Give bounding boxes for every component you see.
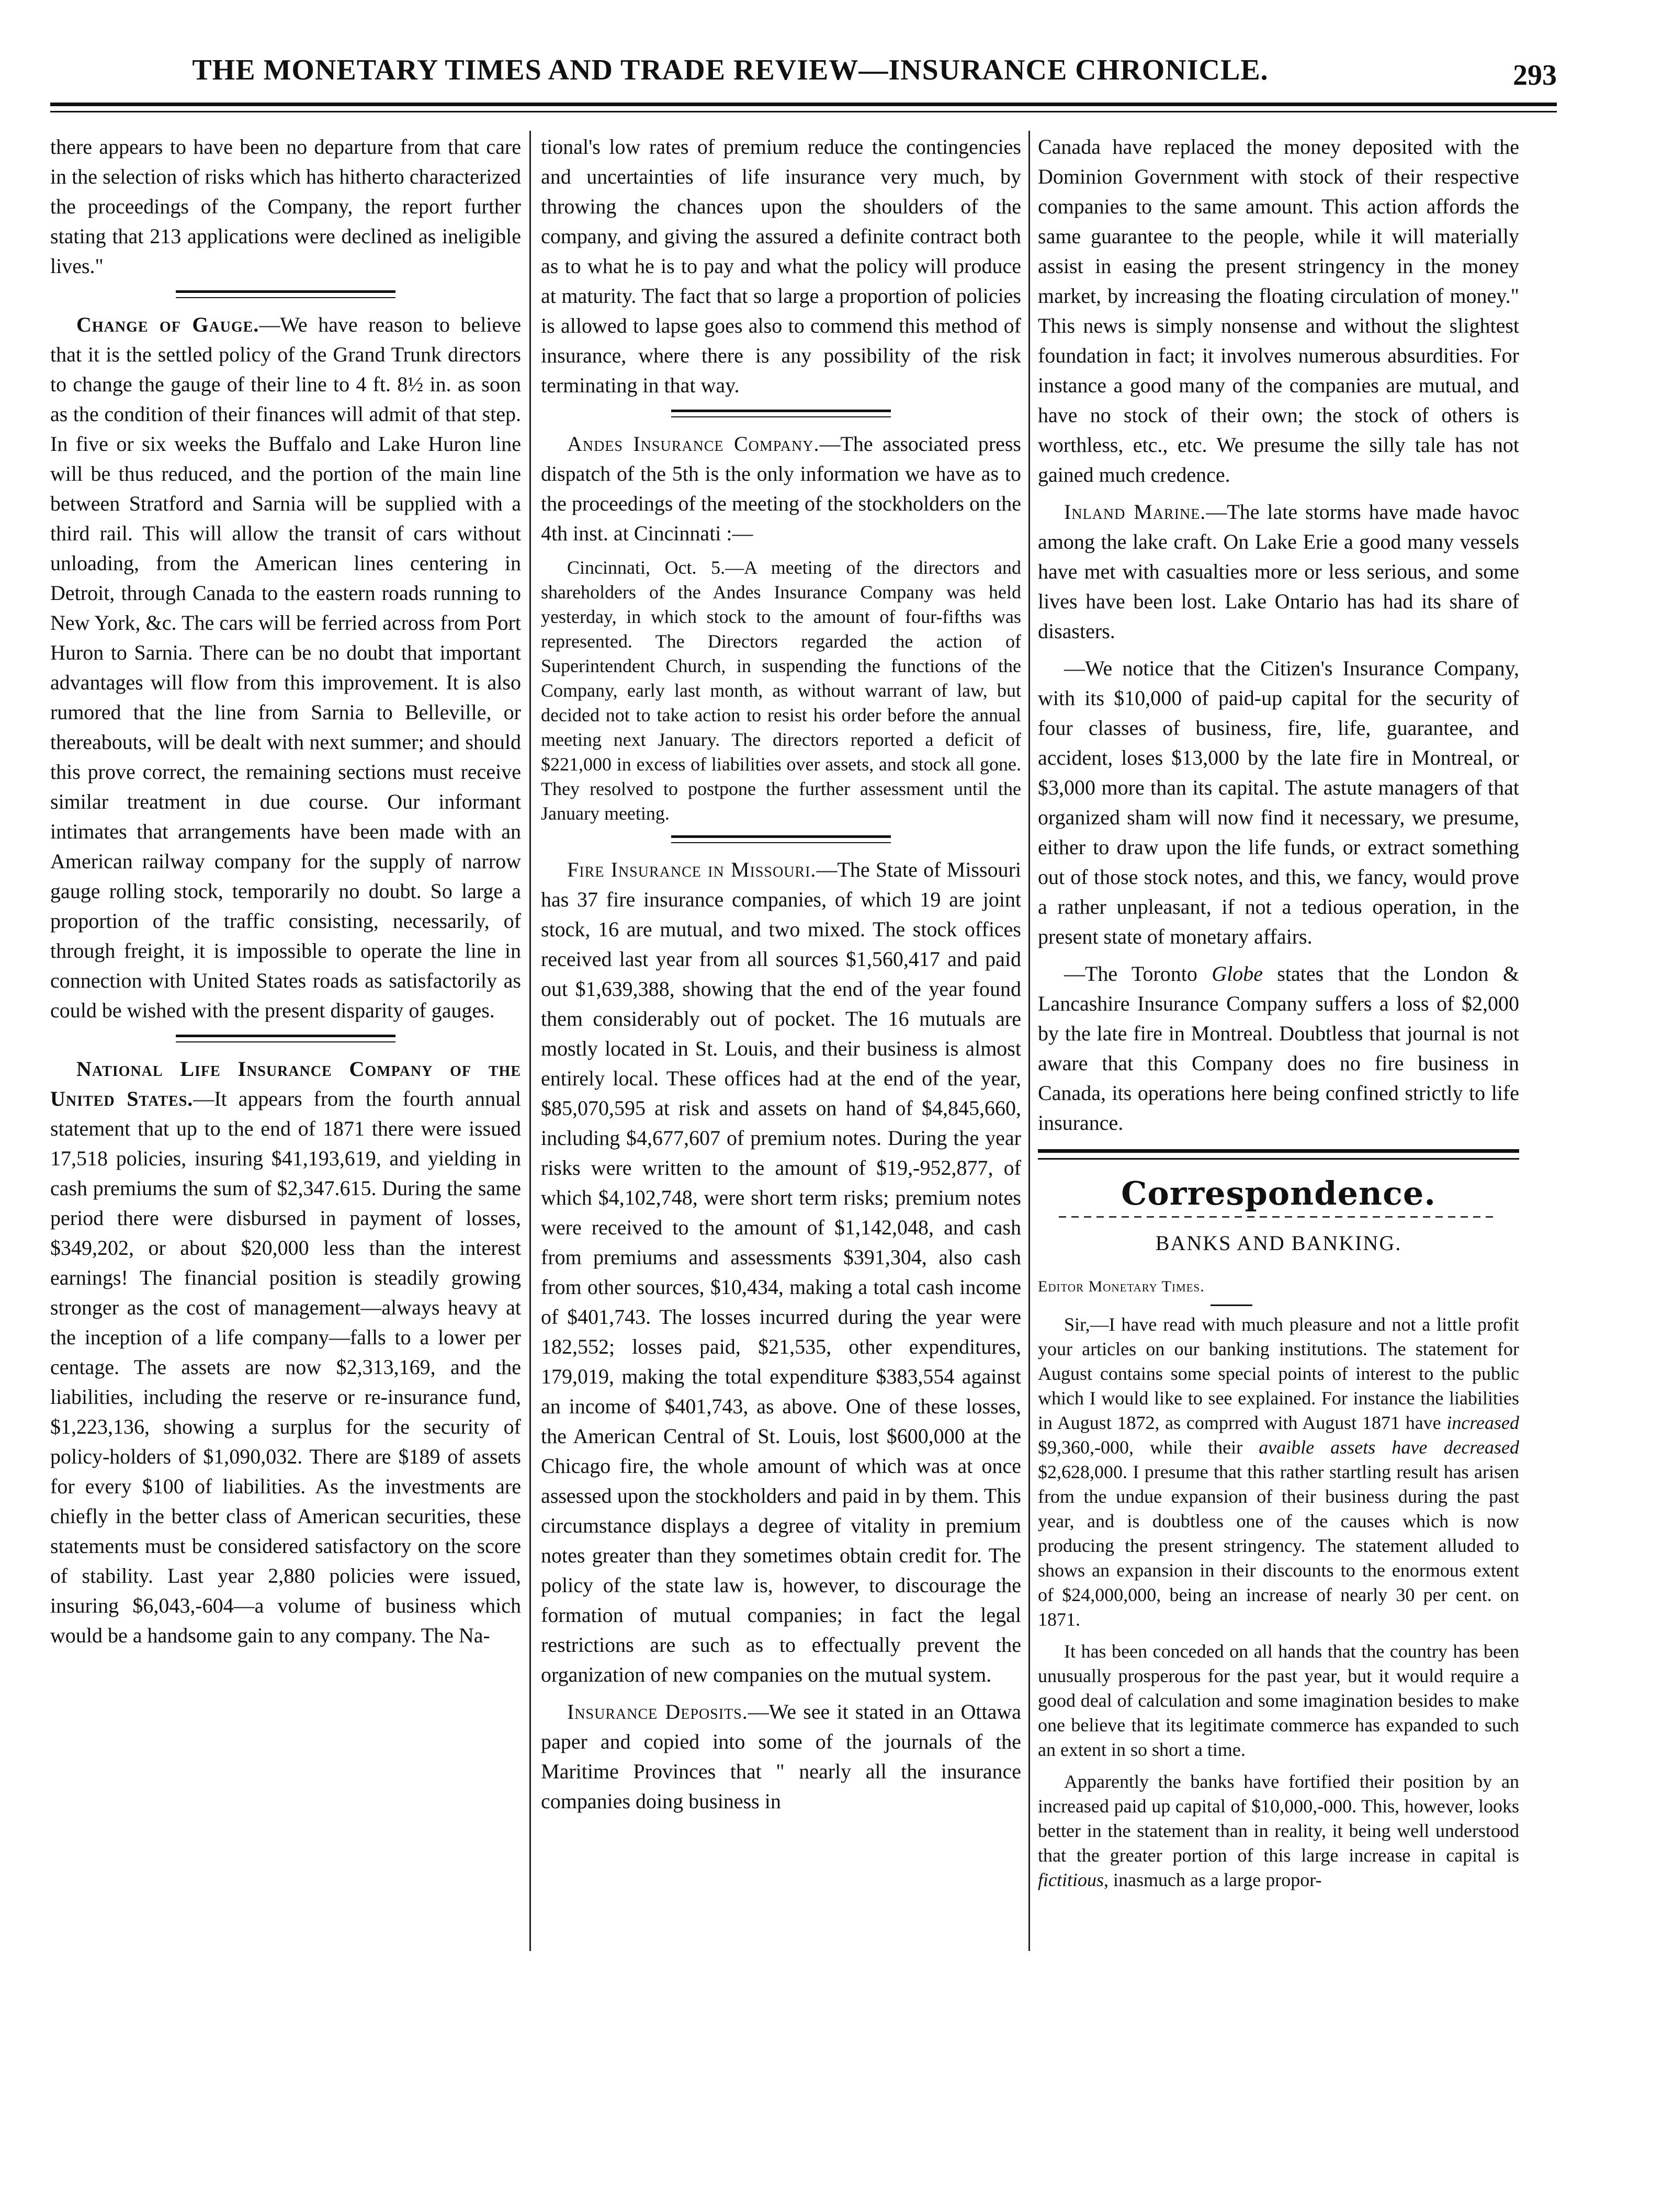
column-middle xyxy=(541,132,1021,1952)
letter-paragraph: It has been conceded on all hands that the country has been unusually prosperous for the past year, but it would require a good deal of calculation and some imagination besides to make one believe that its legitimate commerce has expanded to such an extent in so short a time. xyxy=(1038,1641,1519,1760)
article-heading: Change of Gauge. xyxy=(76,313,259,336)
article-insurance-deposits xyxy=(541,1697,1021,1816)
running-title: THE MONETARY TIMES AND TRADE REVIEW—INSURANCE CHRONICLE. xyxy=(192,54,1269,86)
paragraph: Canada have replaced the money deposited with the Dominion Government with stock of their respective companies to the same amount. This action affords the same guarantee to the people, while it will materially assist in easing the present stringency in the money market, by increasing the floating circulation of money." This news is simply nonsense and without the slightest foundation in fact; it involves numerous absurdities. For instance a good many of the companies are mutual, and have no stock of their own; the stock of others is worthless, etc., etc. We presume the silly tale has not gained much credence. xyxy=(1038,135,1519,486)
article-heading: Fire Insurance in Missouri. xyxy=(567,858,817,881)
section-separator xyxy=(671,410,891,417)
article-body: —We have reason to believe that it is the settled policy of the Grand Trunk directors to change the gauge of their line to 4 ft. 8½ in. as soon as the condition of their finances will admit of that step. In five or six weeks the Buffalo and Lake Huron line will be thus reduced, and the portion of the main line between Stratford and Sarnia will be supplied with a third rail. This will allow the transit of cars without unloading, from the American lines centering in Detroit, through Canada to the eastern roads running to New York, &c. The cars will be ferried across from Port Huron to Sarnia. There can be no doubt that important advantages will flow from this improvement. It is also rumored that the line from Sarnia to Belleville, or thereabouts, will be dealt with next summer; and should this prove correct, the remaining sections must receive similar treatment in due course. Our informant intimates that arrangements have been made with an American railway company for the supply of narrow gauge rolling stock, temporarily no doubt. So large a proportion of the traffic consisting, necessarily, of through freight, it is impossible to operate the line in connection with United States roads as satisfactorily as could be wished with the present disparity of gauges. xyxy=(50,313,521,1022)
column-left xyxy=(50,132,521,1952)
article-body: —The associated press dispatch of the 5th is the only information we have as to the proceedings of the meeting of the stockholders on the 4th inst. at Cincinnati :— xyxy=(541,432,1021,545)
article-heading: Andes Insurance Company. xyxy=(567,432,820,456)
article-toronto-globe: —The Toronto Globe states that the London & Lancashire Insurance Company suffers a loss of $2,000 by the late fire in Montreal. Doubtless that journal is not aware that this Company does no fire business in Canada, its operations here being confined strictly to life insurance. xyxy=(1038,962,1519,1135)
article-body: —It appears from the fourth annual statement that up to the end of 1871 there were issued 17,518 policies, insuring $41,193,619, and yielding in cash premiums the sum of $2,347.615. During the same period there were disbursed in payment of losses, $349,202, or about $20,000 less than the interest earnings! The financial position is steadily growing stronger as the cost of management—always heavy at the inception of a life company—falls to a lower per centage. The assets are now $2,313,169, and the liabilities, including the reserve or re-insurance fund, $1,223,136, showing a surplus for the security of policy-holders of $1,090,032. There are $189 of assets for every $100 of liabilities. As the investments are chiefly in the better class of American securities, these statements must be considered satisfactory on the score of stability. Last year 2,880 policies were issued, insuring $6,043,-604—a volume of business which would be a handsome gain to any company. The Na- xyxy=(50,1087,521,1647)
column-divider xyxy=(529,131,531,1951)
letter-paragraph: Apparently the banks have fortified their position by an increased paid up capital of $10,000,-000. This, however, looks better in the statement than in reality, it being well understood that the greater portion of this large increase in capital is fictitious, inasmuch as a large propor- xyxy=(1038,1771,1519,1890)
header-rule xyxy=(50,103,1557,112)
article-heading: Insurance Deposits. xyxy=(567,1700,748,1723)
quoted-dispatch: Cincinnati, Oct. 5.—A meeting of the directors and shareholders of the Andes Insurance Company was held yesterday, in which stock to the amount of four-fifths was represented. The Directors regarded the action of Superintendent Church, in suspending the functions of the Company, early last month, as without warrant of law, but decided not to take action to resist his order before the annual meeting next January. The directors reported a deficit of $221,000 in excess of liabilities over assets, and stock all gone. They resolved to postpone the further assessment until the January meeting. xyxy=(541,557,1021,824)
section-separator xyxy=(671,835,891,843)
page-header xyxy=(50,48,1557,100)
column-divider xyxy=(1028,131,1030,1951)
article-body: —The State of Missouri has 37 fire insurance companies, of which 19 are joint stock, 16 are mutual, and two mixed. The stock offices received last year from all sources $1,560,417 and paid out $1,639,388, showing that the end of the year found them considerably out of pocket. The 16 mutuals are mostly located in St. Louis, and their business is almost entirely local. These offices had at the end of the year, $85,070,595 at risk and assets on hand of $4,845,660, including $4,677,607 of premium notes. During the year risks were written to the amount of $19,-952,877, of which $4,102,748, were short term risks; premium notes were received to the amount of $1,142,048, and cash from premiums and assessments $391,304, also cash from other sources, $10,434, making a total cash income of $401,743. The losses incurred during the year were 182,552; losses paid, $21,535, other expenditures, 179,019, making the total expenditure $383,554 against an income of $401,743, as above. One of these losses, the American Central of St. Louis, lost $600,000 at the Chicago fire, the whole amount of which was at once assessed upon the stockholders and paid in by them. This circumstance displays a degree of vitality in premium notes greater than they sometimes obtain credit for. The policy of the state law is, however, to discourage the formation of mutual companies; in fact the legal restrictions are such as to effectually prevent the organization of new companies on the mutual system. xyxy=(541,858,1021,1686)
page-number: 293 xyxy=(1513,59,1557,92)
decorative-rule xyxy=(1059,1216,1498,1218)
section-separator xyxy=(176,290,395,298)
newspaper-name: Globe xyxy=(1212,962,1263,985)
section-double-rule xyxy=(1038,1149,1519,1160)
correspondence-title: Correspondence. xyxy=(1121,1174,1436,1212)
article-body: —We see it stated in an Ottawa paper and copied into some of the journals of the Maritime Provinces that " nearly all the insurance companies doing business in xyxy=(541,1700,1021,1813)
article-heading: National Life Insurance Company of the United States. xyxy=(50,1057,521,1110)
article-fire-insurance-missouri xyxy=(541,855,1021,1689)
article-andes-insurance xyxy=(541,429,1021,548)
article-inland-marine xyxy=(1038,497,1519,646)
paragraph: tional's low rates of premium reduce the contingencies and uncertainties of life insurance very much, by throwing the chances upon the shoulders of the company, and giving the assured a definite contract both as to what he is to pay and what the policy will produce at maturity. The fact that so large a proportion of policies is allowed to lapse goes also to commend this method of insurance, where there is any possibility of the risk terminating in that way. xyxy=(541,135,1021,397)
section-separator xyxy=(176,1035,395,1042)
letter-subhead: BANKS AND BANKING. xyxy=(1155,1231,1402,1255)
short-rule xyxy=(1211,1304,1252,1306)
letter-addressee: Editor Monetary Times. xyxy=(1038,1278,1205,1295)
article-citizens-insurance: —We notice that the Citizen's Insurance Company, with its $10,000 of paid-up capital for the security of four classes of business, fire, life, guarantee, and accident, loses $13,000 by the late fire in Montreal, or $3,000 more than its capital. The astute managers of that organized sham will now find it necessary, we presume, either to draw upon the life funds, or extract something out of those stock notes, and this, we fancy, would prove a rather unpleasant, if not a tedious operation, in the present state of monetary affairs. xyxy=(1038,656,1519,948)
letter-paragraph: Sir,—I have read with much pleasure and not a little profit your articles on our banking institutions. The statement for August contains some special points of interest to the public which I would like to see explained. For instance the liabilities in August 1872, as comprred with August 1871 have increased $9,360,-000, while their avaible assets have decreased $2,628,000. I presume that this rather startling result has arisen from the undue expansion of their business during the past year, and is doubtless one of the causes which is now producing the present stringency. The statement alluded to shows an expansion in their discounts to the enormous extent of $24,000,000, being an increase of nearly 30 per cent. on 1871. xyxy=(1038,1314,1519,1630)
column-right xyxy=(1038,132,1519,1952)
paragraph: there appears to have been no departure from that care in the selection of risks which has hitherto characterized the proceedings of the Company, the report further stating that 213 applications were declined as ineligible lives." xyxy=(50,135,521,278)
article-heading: Inland Marine. xyxy=(1064,500,1206,524)
article-body: —The late storms have made havoc among the lake craft. On Lake Erie a good many vessels have met with casualties more or less serious, and some lives have been lost. Lake Ontario has had its share of disasters. xyxy=(1038,500,1519,643)
article-change-of-gauge xyxy=(50,310,521,1025)
article-national-life xyxy=(50,1054,521,1650)
